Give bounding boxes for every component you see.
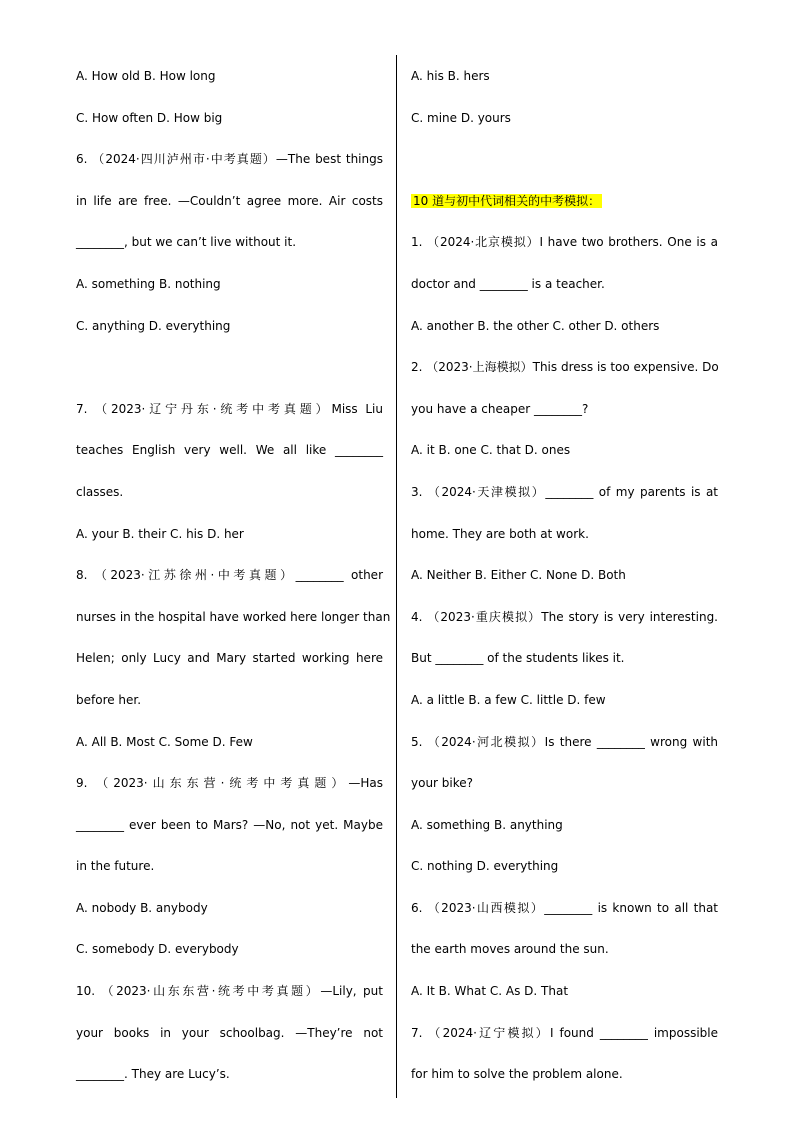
right-column-line: A. a little B. a few C. little D. few — [411, 692, 606, 707]
left-column-line: ________. They are Lucy’s. — [76, 1067, 230, 1082]
left-column-line: 6. （2024·四川泸州市·中考真题）—The best things — [76, 152, 383, 167]
right-column-line: for him to solve the problem alone. — [411, 1067, 623, 1082]
column-divider — [396, 55, 397, 1098]
right-column-line: 6. （2023·山西模拟）________ is known to all that — [411, 900, 718, 915]
left-column-line: A. All B. Most C. Some D. Few — [76, 734, 253, 749]
right-column-line: But ________ of the students likes it. — [411, 651, 625, 666]
right-column-line — [411, 181, 718, 223]
left-column-line: 10. （2023·山东东营·统考中考真题）—Lily, put — [76, 984, 383, 999]
left-column-line: C. How often D. How big — [76, 110, 223, 125]
right-column-line: 2. （2023·上海模拟）This dress is too expensive. Do — [411, 360, 719, 375]
right-column-line: C. nothing D. everything — [411, 859, 559, 874]
left-column — [76, 56, 391, 1096]
left-column-line: A. your B. their C. his D. her — [76, 526, 244, 541]
right-column-line — [411, 139, 718, 181]
left-column-line: A. something B. nothing — [76, 276, 221, 291]
left-column-line: 9. （2023·山东东营·统考中考真题）—Has — [76, 776, 383, 791]
right-column — [411, 56, 718, 1096]
right-column-line: C. mine D. yours — [411, 110, 511, 125]
section-heading: 10 道与初中代词相关的中考模拟： — [413, 193, 601, 208]
left-column-line: A. nobody B. anybody — [76, 900, 208, 915]
left-column-line: 8. （2023·江苏徐州·中考真题）________ other — [76, 568, 383, 583]
right-column-line: home. They are both at work. — [411, 526, 589, 541]
right-column-line: 3. （2024·天津模拟）________ of my parents is at — [411, 484, 718, 499]
left-column-line: A. How old B. How long — [76, 69, 216, 83]
right-column-line: you have a cheaper ________? — [411, 401, 589, 416]
left-column-line: nurses in the hospital have worked here longer than — [76, 609, 391, 624]
left-column-line: your books in your schoolbag. —They’re not — [76, 1025, 383, 1040]
left-column-line — [76, 347, 383, 389]
right-column-line: A. Neither B. Either C. None D. Both — [411, 568, 626, 583]
right-column-line: 7. （2024·辽宁模拟）I found ________ impossible — [411, 1025, 718, 1040]
right-column-line: your bike? — [411, 776, 474, 791]
left-column-line: ________, but we can’t live without it. — [76, 235, 297, 250]
right-column-line: 1. （2024·北京模拟）I have two brothers. One is a — [411, 235, 718, 250]
right-column-line: A. another B. the other C. other D. others — [411, 318, 660, 333]
left-column-line: in the future. — [76, 859, 155, 874]
right-column-line: the earth moves around the sun. — [411, 942, 609, 957]
left-column-line: classes. — [76, 484, 124, 499]
left-column-line: Helen; only Lucy and Mary started working here — [76, 651, 383, 666]
right-column-line: A. his B. hers — [411, 69, 490, 83]
left-column-line: C. somebody D. everybody — [76, 942, 239, 957]
right-column-line: A. it B. one C. that D. ones — [411, 443, 571, 458]
left-column-line: ________ ever been to Mars? —No, not yet. Maybe — [76, 817, 383, 832]
right-column-line: 4. （2023·重庆模拟）The story is very interesting. — [411, 609, 718, 624]
left-column-line: C. anything D. everything — [76, 318, 231, 333]
right-column-line: doctor and ________ is a teacher. — [411, 276, 605, 291]
left-column-line: in life are free. —Couldn’t agree more. Air costs — [76, 193, 383, 208]
left-column-line: before her. — [76, 692, 142, 707]
right-column-line: A. something B. anything — [411, 817, 563, 832]
right-column-line: A. It B. What C. As D. That — [411, 984, 569, 999]
left-column-line: 7. （2023·辽宁丹东·统考中考真题）Miss Liu — [76, 401, 383, 416]
left-column-line: teaches English very well. We all like ________ — [76, 443, 383, 458]
right-column-line: 5. （2024·河北模拟）Is there ________ wrong with — [411, 734, 718, 749]
